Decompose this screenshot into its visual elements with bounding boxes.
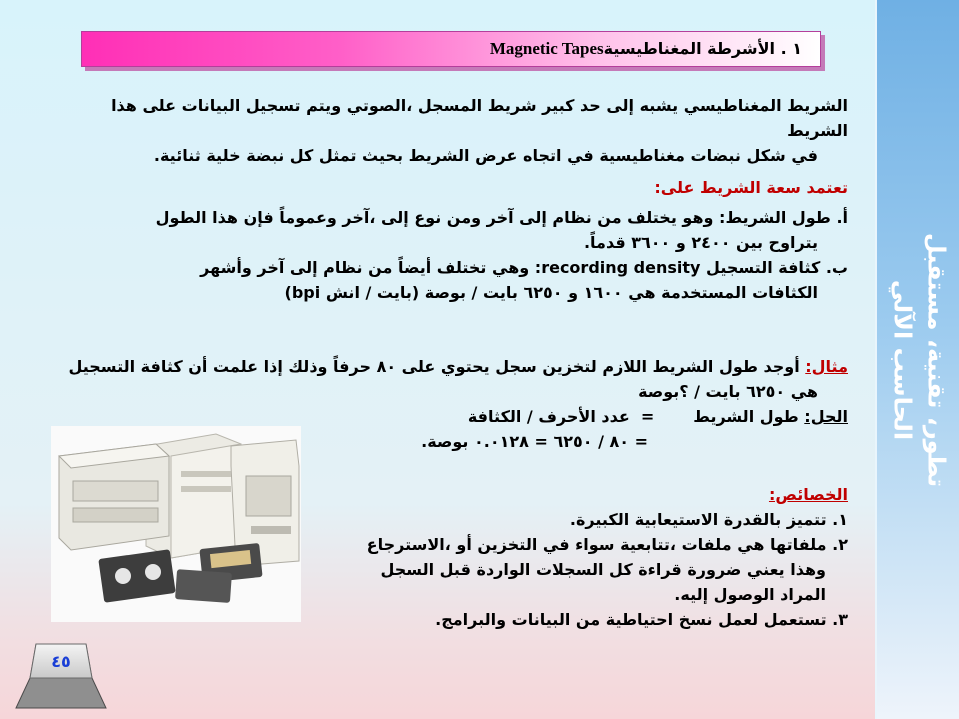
capacity-item-b-cont xyxy=(58,280,848,305)
capacity-item-b-pre: ب. كثافة التسجيل xyxy=(706,258,848,277)
property-item-1: ١. تتميز بالقدرة الاستيعابية الكبيرة. xyxy=(569,510,848,529)
tape-drive-photo xyxy=(51,426,301,622)
property-item-2: ٢. ملفاتها هي ملفات ،تتابعية سواء في التخزين أو ،الاسترجاع xyxy=(366,535,848,554)
solution-line-1: طول الشريط = عدد الأحرف / الكثافة xyxy=(467,407,805,426)
capacity-list xyxy=(58,205,848,305)
tape-drive-illustration xyxy=(51,426,301,622)
section-title-arabic: الأشرطة المغناطيسية xyxy=(603,39,775,58)
page-number: ٤٥ xyxy=(51,652,71,671)
property-item-3: ٣. تستعمل لعمل نسخ احتياطية من البيانات والبرامج. xyxy=(435,610,848,629)
example-question-cont: هي ٦٢٥٠ بايت / ؟بوصة xyxy=(638,382,818,401)
section-title xyxy=(81,31,821,67)
properties-heading: الخصائص: xyxy=(768,485,848,504)
section-title-english: Magnetic Tapes xyxy=(489,39,604,58)
properties-block xyxy=(308,482,848,632)
solution-line-2: = ٨٠ / ٦٢٥٠ = ٠.٠١٢٨ بوصة. xyxy=(421,432,648,451)
intro-line-2: في شكل نبضات مغناطيسية في اتجاه عرض الشريط بحيث تمثل كل نبضة خلية ثنائية. xyxy=(153,146,818,165)
property-item-2-cont-1: وهذا يعني ضرورة قراءة كل السجلات الواردة قبل السجل xyxy=(380,560,826,579)
sidebar-title xyxy=(885,232,952,486)
sidebar-line-2: الحاسب الآلي xyxy=(889,279,917,440)
sidebar-banner xyxy=(875,0,959,719)
section-number: ١ . xyxy=(780,39,802,58)
capacity-heading: تعتمد سعة الشريط على: xyxy=(654,178,848,197)
example-question-text: أوجد طول الشريط اللازم لتخزين سجل يحتوي على ٨٠ حرفاً وذلك إذا علمت أن كثافة التسجيل xyxy=(68,357,806,376)
capacity-item-b-cont-pre: الكثافات المستخدمة هي ١٦٠٠ و ٦٢٥٠ بايت / بوصة (بايت / انش xyxy=(325,283,818,302)
capacity-item-b-bpi: bpi xyxy=(291,283,321,302)
page-number-key xyxy=(12,638,110,714)
capacity-item-b-english: recording density xyxy=(541,258,701,277)
solution-label: الحل: xyxy=(804,407,848,426)
example-label: مثال: xyxy=(805,357,848,376)
capacity-item-b xyxy=(58,255,848,280)
capacity-item-b-post: : وهي تختلف أيضاً من نظام إلى آخر وأشهر xyxy=(200,258,542,277)
intro-paragraph xyxy=(58,93,848,168)
intro-line-1: الشريط المغناطيسي يشبه إلى حد كبير شريط المسجل ،الصوتي ويتم تسجيل البيانات على هذا الشريط xyxy=(111,96,848,140)
capacity-item-a: أ. طول الشريط: وهو يختلف من نظام إلى آخر ومن نوع إلى ،آخر وعموماً فإن هذا الطول xyxy=(155,208,848,227)
property-item-2-cont-2: المراد الوصول إليه. xyxy=(674,585,826,604)
example-question xyxy=(58,354,848,379)
capacity-item-b-cont-post: ) xyxy=(284,283,292,302)
keycap-icon xyxy=(12,638,110,714)
sidebar-line-1: تطور، تقنية، مستقبل xyxy=(922,232,951,487)
capacity-item-a-cont: يتراوح بين ٢٤٠٠ و ٣٦٠٠ قدماً. xyxy=(583,233,818,252)
